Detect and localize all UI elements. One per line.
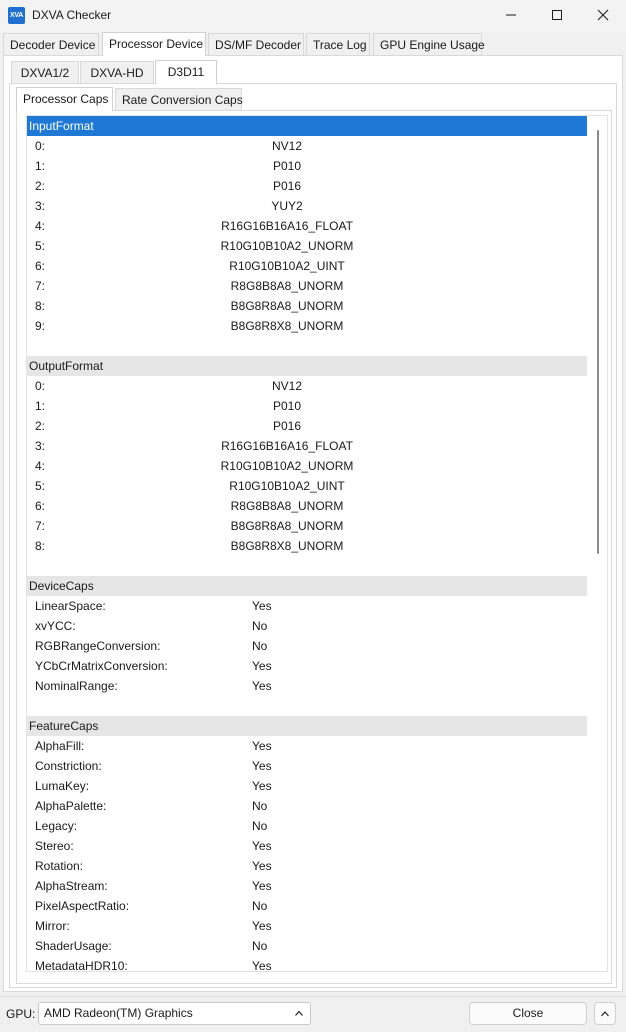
list-item[interactable]: YCbCrMatrixConversion: Yes: [35, 659, 272, 673]
list-item[interactable]: 6: R8G8B8A8_UNORM: [35, 499, 344, 513]
bottom-bar: [0, 996, 626, 1032]
chevron-up-icon: [294, 1003, 304, 1031]
list-item[interactable]: AlphaPalette: No: [35, 799, 268, 813]
minimize-button[interactable]: [488, 0, 534, 30]
caps-tabbar: [0, 87, 626, 111]
list-item[interactable]: 2: P016: [35, 179, 302, 193]
section-header-featurecaps[interactable]: FeatureCaps: [27, 716, 587, 736]
title-bar: [0, 0, 626, 32]
list-item[interactable]: Rotation: Yes: [35, 859, 272, 873]
tab-ds-mf-decoder[interactable]: DS/MF Decoder: [208, 33, 304, 55]
list-item[interactable]: AlphaStream: Yes: [35, 879, 272, 893]
list-item[interactable]: 6: R10G10B10A2_UINT: [35, 259, 345, 273]
maximize-icon: [551, 9, 563, 21]
close-window-button[interactable]: [580, 0, 626, 30]
tab-dxva12[interactable]: DXVA1/2: [11, 61, 79, 83]
section-header-outputformat[interactable]: OutputFormat: [27, 356, 587, 376]
list-item[interactable]: Stereo: Yes: [35, 839, 272, 853]
tab-processor-caps[interactable]: Processor Caps: [16, 87, 113, 111]
list-item[interactable]: 5: R10G10B10A2_UINT: [35, 479, 345, 493]
gpu-select[interactable]: [38, 1002, 311, 1025]
list-item[interactable]: 0: NV12: [35, 139, 303, 153]
tab-dxva-hd[interactable]: DXVA-HD: [80, 61, 154, 83]
list-item[interactable]: LinearSpace: Yes: [35, 599, 272, 613]
list-item[interactable]: Legacy: No: [35, 819, 268, 833]
main-tabbar: [0, 32, 626, 56]
vertical-scrollbar[interactable]: [595, 116, 607, 971]
tab-processor-device[interactable]: Processor Device: [102, 32, 206, 56]
minimize-icon: [505, 9, 517, 21]
section-header-inputformat[interactable]: InputFormat: [27, 116, 587, 136]
list-item[interactable]: 8: B8G8R8A8_UNORM: [35, 299, 344, 313]
expand-button[interactable]: [594, 1002, 616, 1025]
list-item[interactable]: MetadataHDR10: Yes: [35, 959, 272, 972]
list-item[interactable]: 7: B8G8R8A8_UNORM: [35, 519, 344, 533]
tab-rate-conversion-caps[interactable]: Rate Conversion Caps: [115, 88, 242, 110]
api-tabbar: [0, 60, 626, 84]
list-item[interactable]: 7: R8G8B8A8_UNORM: [35, 279, 344, 293]
tab-decoder-device[interactable]: Decoder Device: [3, 33, 99, 55]
list-item[interactable]: 1: P010: [35, 399, 302, 413]
list-item[interactable]: 1: P010: [35, 159, 302, 173]
list-item[interactable]: 4: R10G10B10A2_UNORM: [35, 459, 354, 473]
maximize-button[interactable]: [534, 0, 580, 30]
list-item[interactable]: NominalRange: Yes: [35, 679, 272, 693]
list-item[interactable]: 4: R16G16B16A16_FLOAT: [35, 219, 353, 233]
list-item[interactable]: 5: R10G10B10A2_UNORM: [35, 239, 354, 253]
list-item[interactable]: Constriction: Yes: [35, 759, 272, 773]
list-item[interactable]: 3: R16G16B16A16_FLOAT: [35, 439, 353, 453]
list-item[interactable]: 2: P016: [35, 419, 302, 433]
list-item[interactable]: xvYCC: No: [35, 619, 268, 633]
list-item[interactable]: Mirror: Yes: [35, 919, 272, 933]
close-icon: [597, 9, 609, 21]
gpu-label: GPU:: [6, 1007, 36, 1021]
caps-listview[interactable]: [26, 115, 608, 972]
list-item[interactable]: AlphaFill: Yes: [35, 739, 272, 753]
chevron-up-icon: [600, 1009, 610, 1019]
scrollbar-thumb[interactable]: [597, 130, 599, 554]
tab-gpu-engine-usage[interactable]: GPU Engine Usage: [373, 33, 482, 55]
list-item[interactable]: PixelAspectRatio: No: [35, 899, 268, 913]
list-item[interactable]: ShaderUsage: No: [35, 939, 268, 953]
list-item[interactable]: LumaKey: Yes: [35, 779, 272, 793]
window-title: DXVA Checker: [32, 8, 112, 22]
list-item[interactable]: RGBRangeConversion: No: [35, 639, 268, 653]
gpu-select-value: AMD Radeon(TM) Graphics: [44, 1006, 193, 1020]
close-button[interactable]: Close: [469, 1002, 587, 1025]
list-item[interactable]: 0: NV12: [35, 379, 303, 393]
tab-d3d11[interactable]: D3D11: [155, 60, 217, 84]
list-item[interactable]: 9: B8G8R8X8_UNORM: [35, 319, 344, 333]
app-icon: XVA: [8, 7, 25, 24]
list-item[interactable]: 3: YUY2: [35, 199, 303, 213]
list-item[interactable]: 8: B8G8R8X8_UNORM: [35, 539, 344, 553]
section-header-devicecaps[interactable]: DeviceCaps: [27, 576, 587, 596]
tab-trace-log[interactable]: Trace Log: [306, 33, 370, 55]
